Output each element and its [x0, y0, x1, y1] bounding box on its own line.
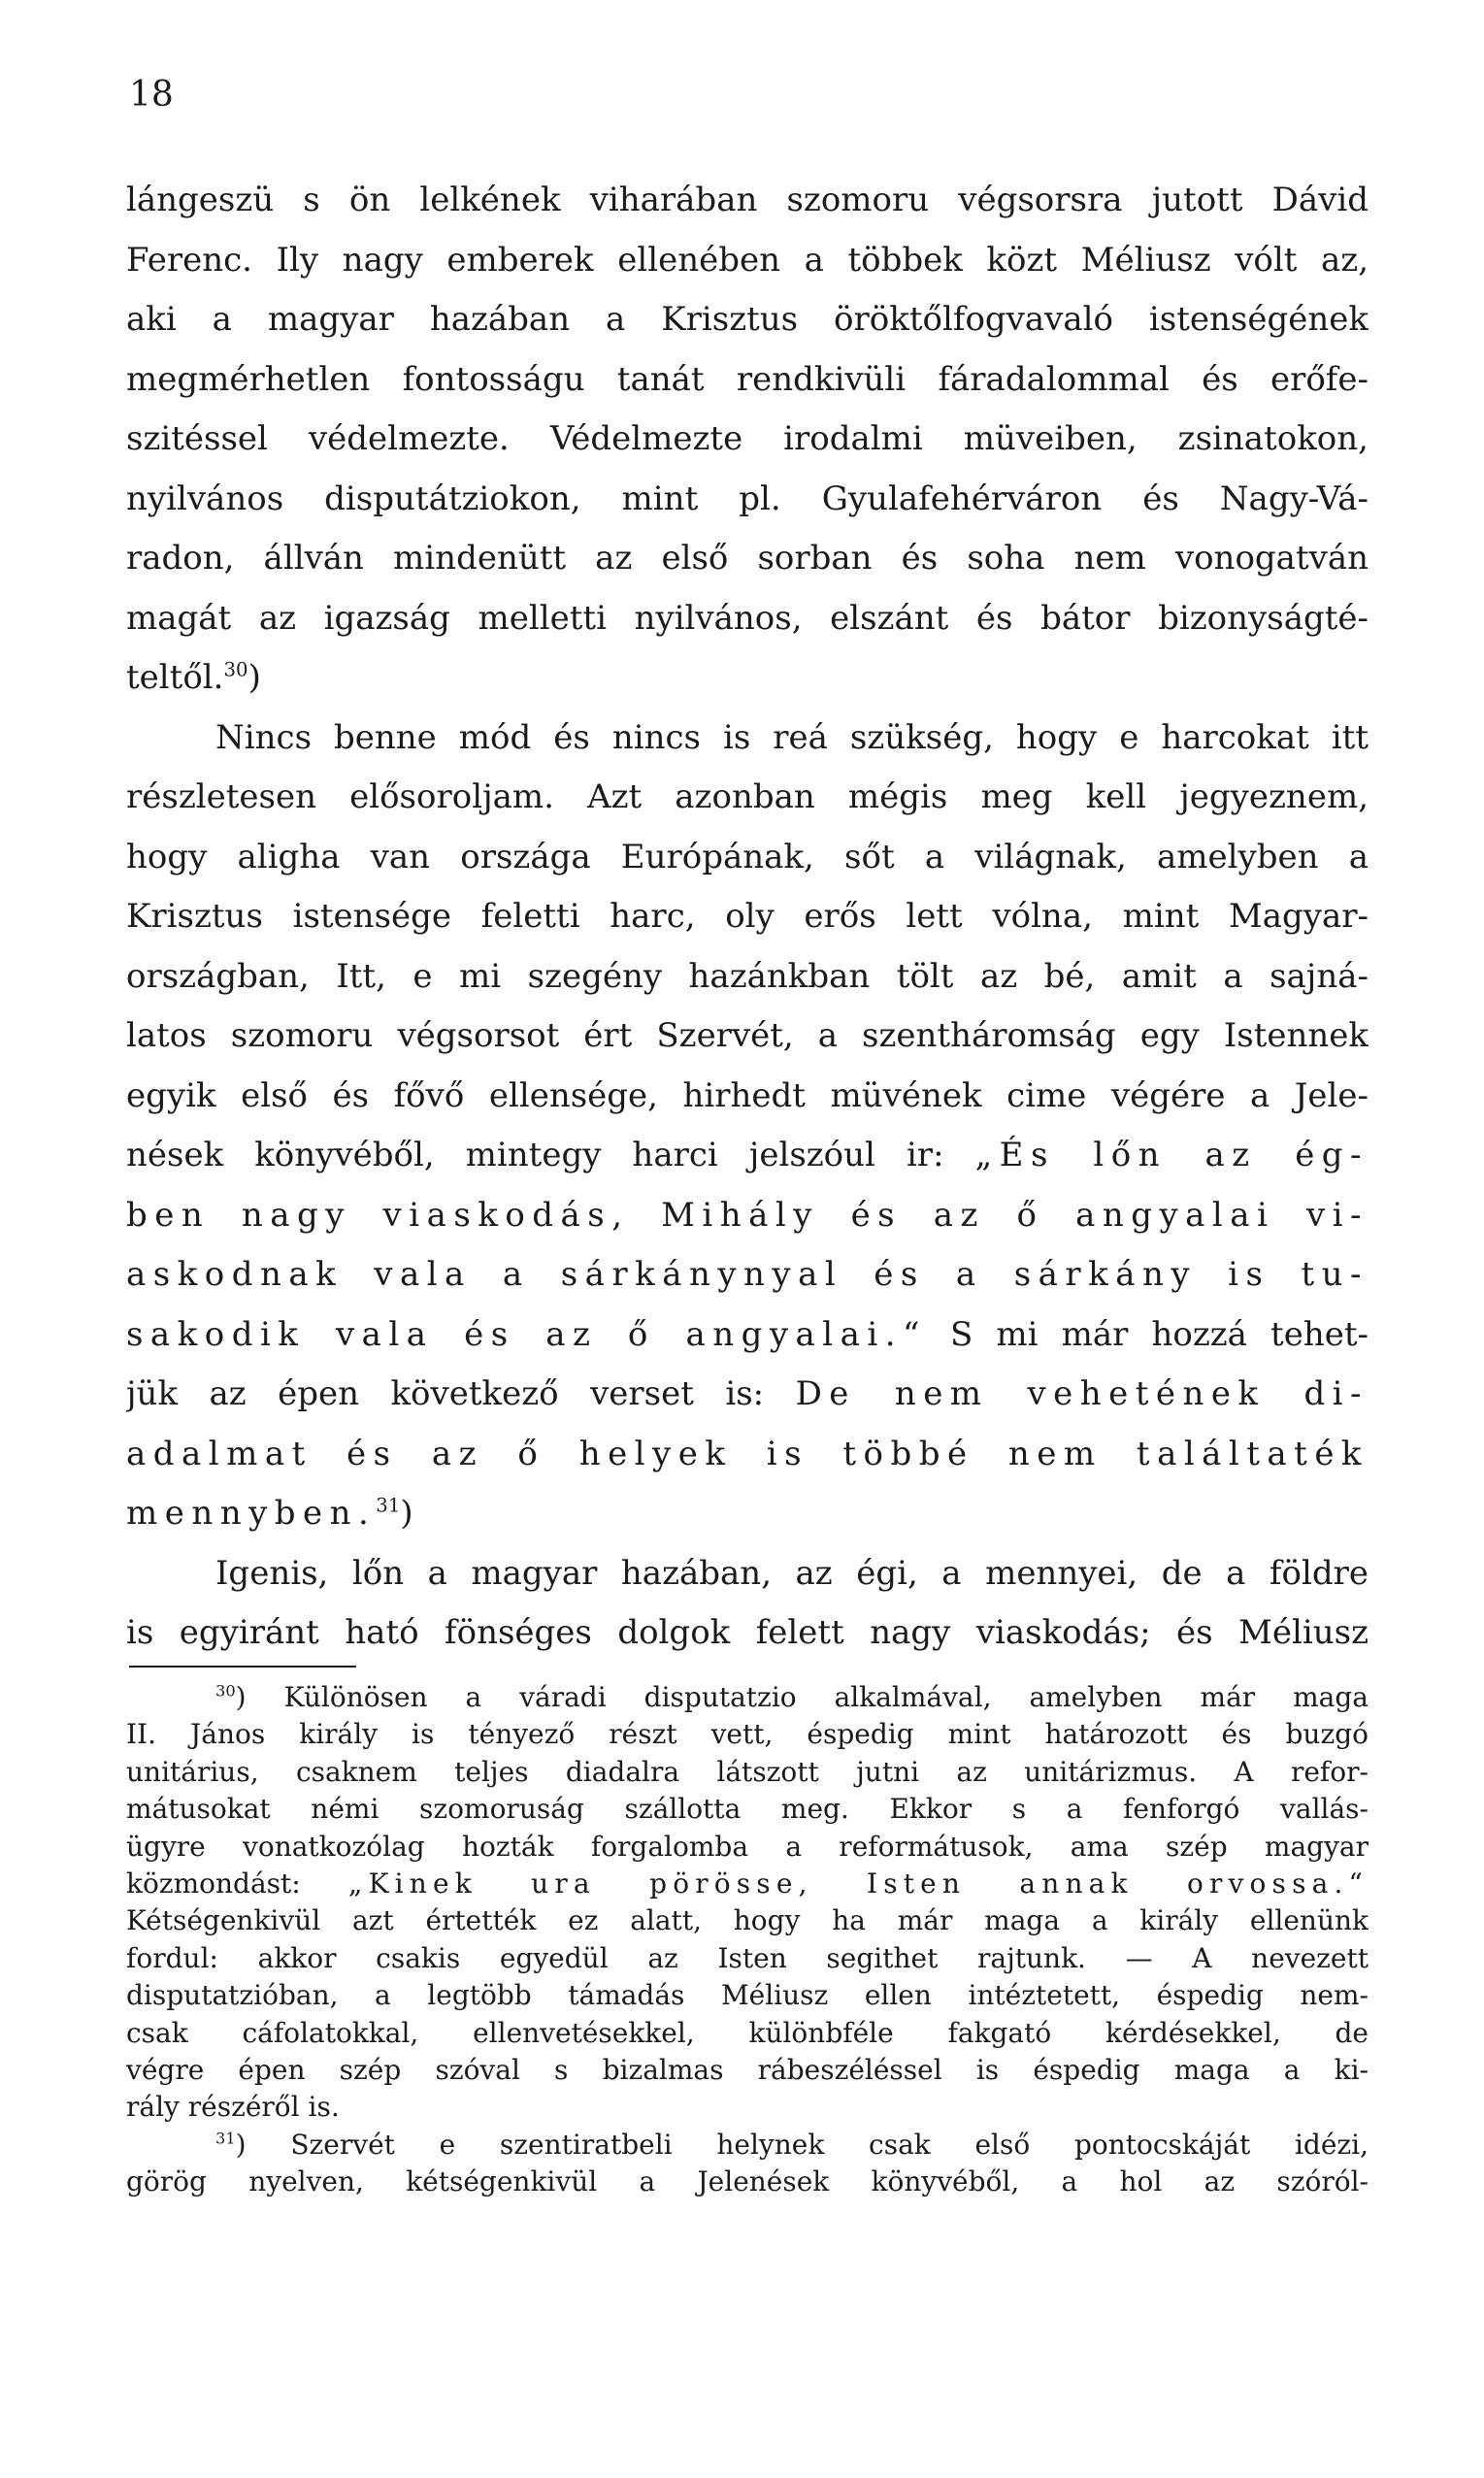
footnote-ref-paren: ) [400, 1494, 413, 1533]
footnote-line: mátusokat némi szomoruság szállotta meg. Ekkor s a fenforgó vallás- [126, 1793, 1369, 1826]
text-line: megmérhetlen fontosságu tanát rendkivüli fáradalommal és erőfe- [126, 359, 1369, 399]
text-line: askodnak vala a sárkánynyal és a sárkány is tu- [126, 1255, 1369, 1294]
text-line [126, 1126, 1369, 1186]
spaced-quote: sakodik vala és az ő angyalai.“ [126, 1314, 927, 1354]
footnote-line: II. János király is tényező részt vett, éspedig mint határozott és buzgó [126, 1718, 1369, 1751]
footnote-line: görög nyelven, kétségenkivül a Jelenések könyvéből, a hol az szóról- [126, 2165, 1369, 2198]
text-line: aki a magyar hazában a Krisztus öröktőlfogvavaló istenségének [126, 300, 1369, 339]
text-line: Nincs benne mód és nincs is reá szükség, hogy e harcokat itt [215, 717, 1369, 757]
footnote-line: csak cáfolatokkal, ellenvetésekkel, különbféle fakgató kérdésekkel, de [126, 2016, 1369, 2049]
text-line: egyik első és fővő ellensége, hirhedt müvének cime végére a Jele- [126, 1075, 1369, 1115]
text-line: lángeszü s ön lelkének viharában szomoru végsorsra jutott Dávid [126, 181, 1369, 219]
spaced-quote: mennyben. [126, 1494, 377, 1533]
footnote-marker-paren: ) [235, 2128, 247, 2161]
footnote-marker-31: 31 [215, 2129, 236, 2148]
footnote-line: fordul: akkor csakis egyedül az Isten segithet rajtunk. — A nevezett [126, 1941, 1369, 1974]
text-fragment: S mi már hozzá tehet- [950, 1314, 1369, 1354]
spaced-quote: „Kinek ura pörösse, Isten annak orvossa.“ [347, 1867, 1369, 1900]
footnotes [126, 1679, 1369, 2201]
footnote-marker-30: 30 [215, 1681, 236, 1701]
text-line: részletesen elősoroljam. Azt azonban mégis meg kell jegyeznem, [126, 777, 1369, 816]
text-line: szitéssel védelmezte. Védelmezte irodalmi müveiben, zsinatokon, [126, 419, 1369, 458]
footnote-line: unitárius, csaknem teljes diadalra látszott jutni az unitárizmus. A refor- [126, 1755, 1369, 1788]
text-fragment: nések könyvéből, mintegy harci jelszóul ir: [126, 1136, 944, 1174]
text-line: országban, Itt, e mi szegény hazánkban tölt az bé, amit a sajná- [126, 956, 1369, 996]
footnote-line: disputatzióban, a legtöbb támadás Méliusz ellen intéztetett, éspedig nem- [126, 1979, 1369, 2012]
text-fragment: Különösen a váradi disputatzio alkalmával, amelyben már maga [283, 1681, 1369, 1713]
main-text [126, 171, 1369, 1664]
text-line [126, 1484, 1369, 1544]
footnote-separator [129, 1666, 356, 1668]
footnote-line [126, 1679, 1369, 1716]
text-line: radon, állván mindenütt az első sorban és soha nem vonogatván [126, 539, 1369, 578]
footnote-line [126, 1866, 1369, 1902]
footnote-line: Kétségenkivül azt értették ez alatt, hogy ha már maga a király ellenünk [126, 1904, 1369, 1937]
text-line: is egyiránt ható fönséges dolgok felett nagy viaskodás; és Méliusz [126, 1613, 1369, 1652]
text-fragment: Szervét e szentiratbeli helynek csak első pontocskáját idézi, [290, 2128, 1369, 2161]
text-line: Ferenc. Ily nagy emberek ellenében a többek közt Méliusz vólt az, [126, 240, 1369, 280]
text-line [126, 1365, 1369, 1425]
footnote-ref-30: 30 [223, 658, 248, 681]
text-line: Igenis, lőn a magyar hazában, az égi, a mennyei, de a földre [215, 1553, 1369, 1593]
text-line: Krisztus istensége feletti harc, oly erős lett vólna, mint Magyar- [126, 897, 1369, 936]
footnote-ref-31: 31 [376, 1494, 401, 1517]
footnote-ref-paren: ) [247, 658, 261, 697]
page-number: 18 [129, 75, 174, 115]
text-line: latos szomoru végsorsot ért Szervét, a szentháromság egy Istennek [126, 1016, 1369, 1055]
footnote-marker-paren: ) [235, 1681, 247, 1713]
text-line [126, 648, 1369, 709]
text-line [126, 1305, 1369, 1366]
footnote-line: rály részéről is. [126, 2091, 340, 2124]
text-fragment: közmondást: [126, 1867, 301, 1900]
text-line: hogy aligha van országa Európának, sőt a világnak, amelyben a [126, 837, 1369, 876]
text-fragment: jük az épen következő verset is: [126, 1374, 765, 1413]
footnote-line: végre épen szép szóval s bizalmas rábeszéléssel is éspedig maga a ki- [126, 2054, 1369, 2087]
text-line: magát az igazság melletti nyilvános, elszánt és bátor bizonyságté- [126, 598, 1369, 638]
footnote-line: ügyre vonatkozólag hozták forgalomba a reformátusok, ama szép magyar [126, 1830, 1369, 1863]
spaced-quote: „És lőn az ég- [974, 1136, 1369, 1174]
footnote-line [126, 2127, 1369, 2164]
text-line: adalmat és az ő helyek is többé nem találtaték [126, 1434, 1369, 1473]
spaced-quote: De nem vehetének di- [795, 1374, 1369, 1413]
text-line: ben nagy viaskodás, Mihály és az ő angyalai vi- [126, 1195, 1369, 1235]
text-fragment: teltől. [126, 658, 224, 697]
text-line: nyilvános disputátziokon, mint pl. Gyulafehérváron és Nagy-Vá- [126, 479, 1369, 518]
